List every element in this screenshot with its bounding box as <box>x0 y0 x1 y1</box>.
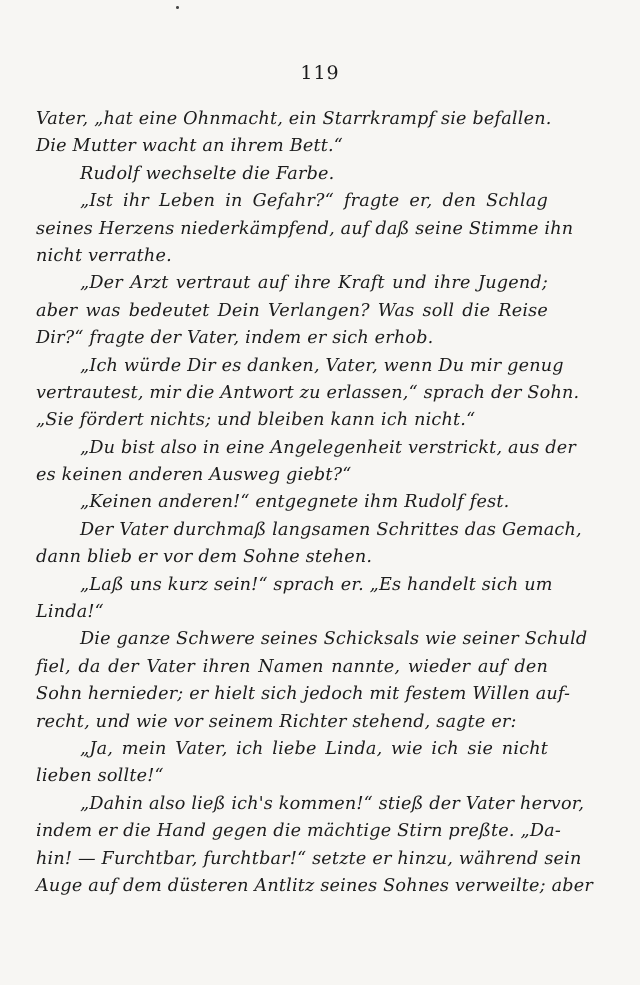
text-line: fiel, da der Vater ihren Namen nannte, wieder auf den <box>36 656 548 677</box>
text-line: „Der Arzt vertraut auf ihre Kraft und ihre Jugend; <box>80 273 548 294</box>
text-line: nicht verrathe. <box>36 245 172 266</box>
page-number: 119 <box>300 62 340 84</box>
text-line: „Ja, mein Vater, ich liebe Linda, wie ich sie nicht <box>80 738 548 759</box>
text-line: „Laß uns kurz sein!“ sprach er. „Es handelt sich um <box>80 574 553 595</box>
text-line: recht, und wie vor seinem Richter stehend, sagte er: <box>36 711 517 732</box>
text-line: Sohn hernieder; er hielt sich jedoch mit festem Willen auf- <box>36 684 571 705</box>
text-line: Die Mutter wacht an ihrem Bett.“ <box>36 136 343 157</box>
text-line: „Dahin also ließ ich's kommen!“ stieß der Vater hervor, <box>80 793 585 814</box>
text-line: hin! — Furchtbar, furchtbar!“ setzte er hinzu, während sein <box>36 848 582 869</box>
text-line: aber was bedeutet Dein Verlangen? Was soll die Reise <box>36 300 548 321</box>
text-line: „Ich würde Dir es danken, Vater, wenn Du mir genug <box>80 355 564 376</box>
text-line: Der Vater durchmaß langsamen Schrittes das Gemach, <box>80 519 582 540</box>
text-line: Vater, „hat eine Ohnmacht, ein Starrkrampf sie befallen. <box>36 109 552 129</box>
text-line: „Sie fördert nichts; und bleiben kann ich nicht.“ <box>36 410 476 431</box>
text-line: vertrautest, mir die Antwort zu erlassen,“ sprach der Sohn. <box>36 382 580 403</box>
print-speck <box>176 6 179 9</box>
text-line: indem er die Hand gegen die mächtige Stirn preßte. „Da- <box>36 821 561 842</box>
text-line: lieben sollte!“ <box>36 766 164 787</box>
text-line: „Ist ihr Leben in Gefahr?“ fragte er, den Schlag <box>80 191 548 212</box>
text-line: „Du bist also in eine Angelegenheit verstrickt, aus der <box>80 437 576 458</box>
text-line: Rudolf wechselte die Farbe. <box>80 163 335 184</box>
text-line: seines Herzens niederkämpfend, auf daß seine Stimme ihn <box>36 218 574 239</box>
text-line: dann blieb er vor dem Sohne stehen. <box>36 547 373 568</box>
text-line: Die ganze Schwere seines Schicksals wie seiner Schuld <box>80 629 588 650</box>
text-line: „Keinen anderen!“ entgegnete ihm Rudolf fest. <box>80 492 510 513</box>
text-line: Dir?“ fragte der Vater, indem er sich erhob. <box>36 328 434 349</box>
text-line: es keinen anderen Ausweg giebt?“ <box>36 465 352 486</box>
body-text <box>36 106 593 900</box>
text-line: Auge auf dem düsteren Antlitz seines Sohnes verweilte; aber <box>36 875 593 896</box>
text-line: Linda!“ <box>36 602 104 623</box>
